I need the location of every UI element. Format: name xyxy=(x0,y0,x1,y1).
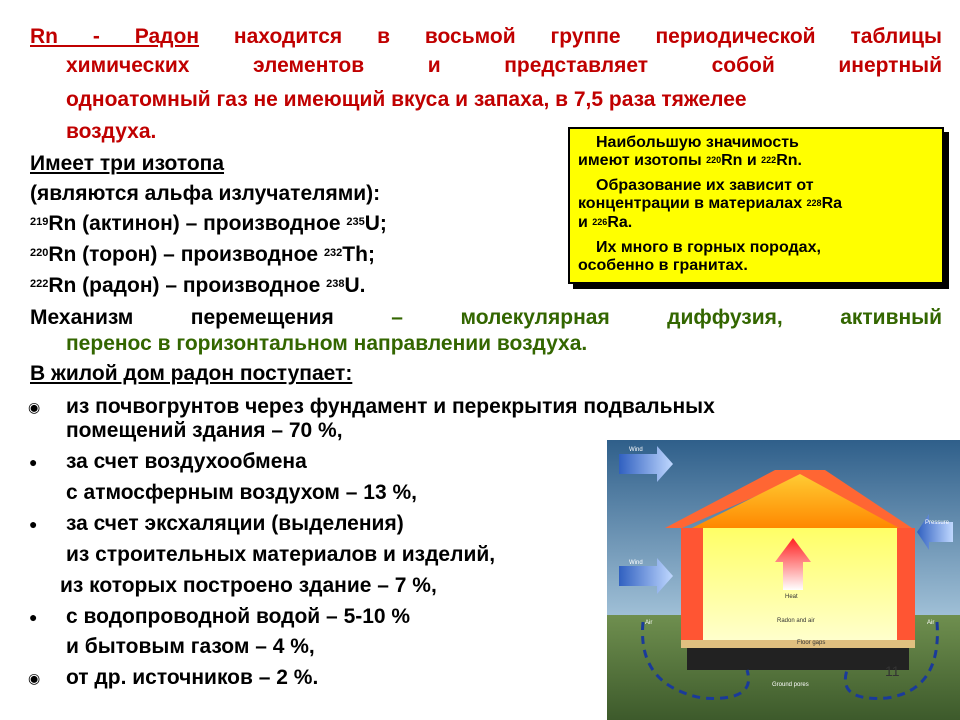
bullet-icon: ◉ xyxy=(28,670,41,686)
source-line: за счет эксхаляции (выделения) xyxy=(66,512,404,535)
source-line: из строительных материалов и изделий, xyxy=(66,543,496,566)
source-line: и бытовым газом – 4 %, xyxy=(66,635,315,658)
air-label-left: Air xyxy=(645,620,653,626)
floor-gaps-label: Floor gaps xyxy=(797,640,826,646)
isotope-item: $^{220}$Rn (торон) – производное $^{232}$Th; xyxy=(30,243,375,266)
source-line: с атмосферным воздухом – 13 %, xyxy=(66,481,417,504)
intro-line-4: воздуха. xyxy=(66,120,157,143)
isotope-note-box: Наибольшую значимость имеют изотопы $^{220}$Rn и $^{222}$Rn. Образование их зависит от концентрации в материалах $^{228}$Ra и $^{226}$Ra. Их много в горных породах, особенно в гранитах. xyxy=(568,127,944,284)
mechanism-label: Механизм перемещения xyxy=(30,306,334,329)
isotopes-heading: Имеет три изотопа xyxy=(30,152,225,175)
isotope-item: $^{219}$Rn (актинон) – производное $^{235}$U; xyxy=(30,212,387,235)
radon-house-diagram xyxy=(607,440,960,720)
wind-label-mid: Wind xyxy=(629,560,643,566)
source-line: от др. источников – 2 %. xyxy=(66,666,319,689)
heat-label: Heat xyxy=(785,594,798,600)
pressure-label: Pressure xyxy=(925,520,950,526)
mechanism-line-2: перенос в горизонтальном направлении воздуха. xyxy=(66,332,588,355)
sources-heading: В жилой дом радон поступает: xyxy=(30,362,353,385)
page-number: 11 xyxy=(885,663,900,679)
source-line: из почвогрунтов через фундамент и перекрытия подвальных xyxy=(66,395,715,418)
house-wall-right xyxy=(897,528,915,648)
source-line: помещений здания – 70 %, xyxy=(66,419,343,442)
intro-line-1: Rn - Радон находится в восьмой группе периодической таблицы xyxy=(30,25,942,48)
bullet-icon: ● xyxy=(29,454,38,470)
ground-pores-label: Ground pores xyxy=(772,682,809,688)
bullet-icon: ◉ xyxy=(28,399,41,415)
isotopes-subheading: (являются альфа излучателями): xyxy=(30,182,381,205)
intro-line-3: одноатомный газ не имеющий вкуса и запаха, в 7,5 раза тяжелее xyxy=(66,88,747,111)
source-line: за счет воздухообмена xyxy=(66,450,307,473)
radon-air-label: Radon and air xyxy=(777,618,815,624)
bullet-icon: ● xyxy=(29,516,38,532)
air-label-right: Air xyxy=(927,620,935,626)
house-wall-left xyxy=(681,528,703,648)
source-line: из которых построено здание – 7 %, xyxy=(60,574,437,597)
wind-label-top: Wind xyxy=(629,447,643,453)
source-line: с водопроводной водой – 5-10 % xyxy=(66,605,411,628)
mechanism-line-1: Механизм перемещения – молекулярная диффузия, активный xyxy=(30,306,943,329)
house-foundation xyxy=(687,648,909,670)
radon-label: Rn - Радон xyxy=(30,25,200,48)
bullet-icon: ● xyxy=(29,609,38,625)
isotope-item: $^{222}$Rn (радон) – производное $^{238}$U. xyxy=(30,274,366,297)
intro-line-2: химических элементов и представляет собой инертный xyxy=(66,54,942,77)
